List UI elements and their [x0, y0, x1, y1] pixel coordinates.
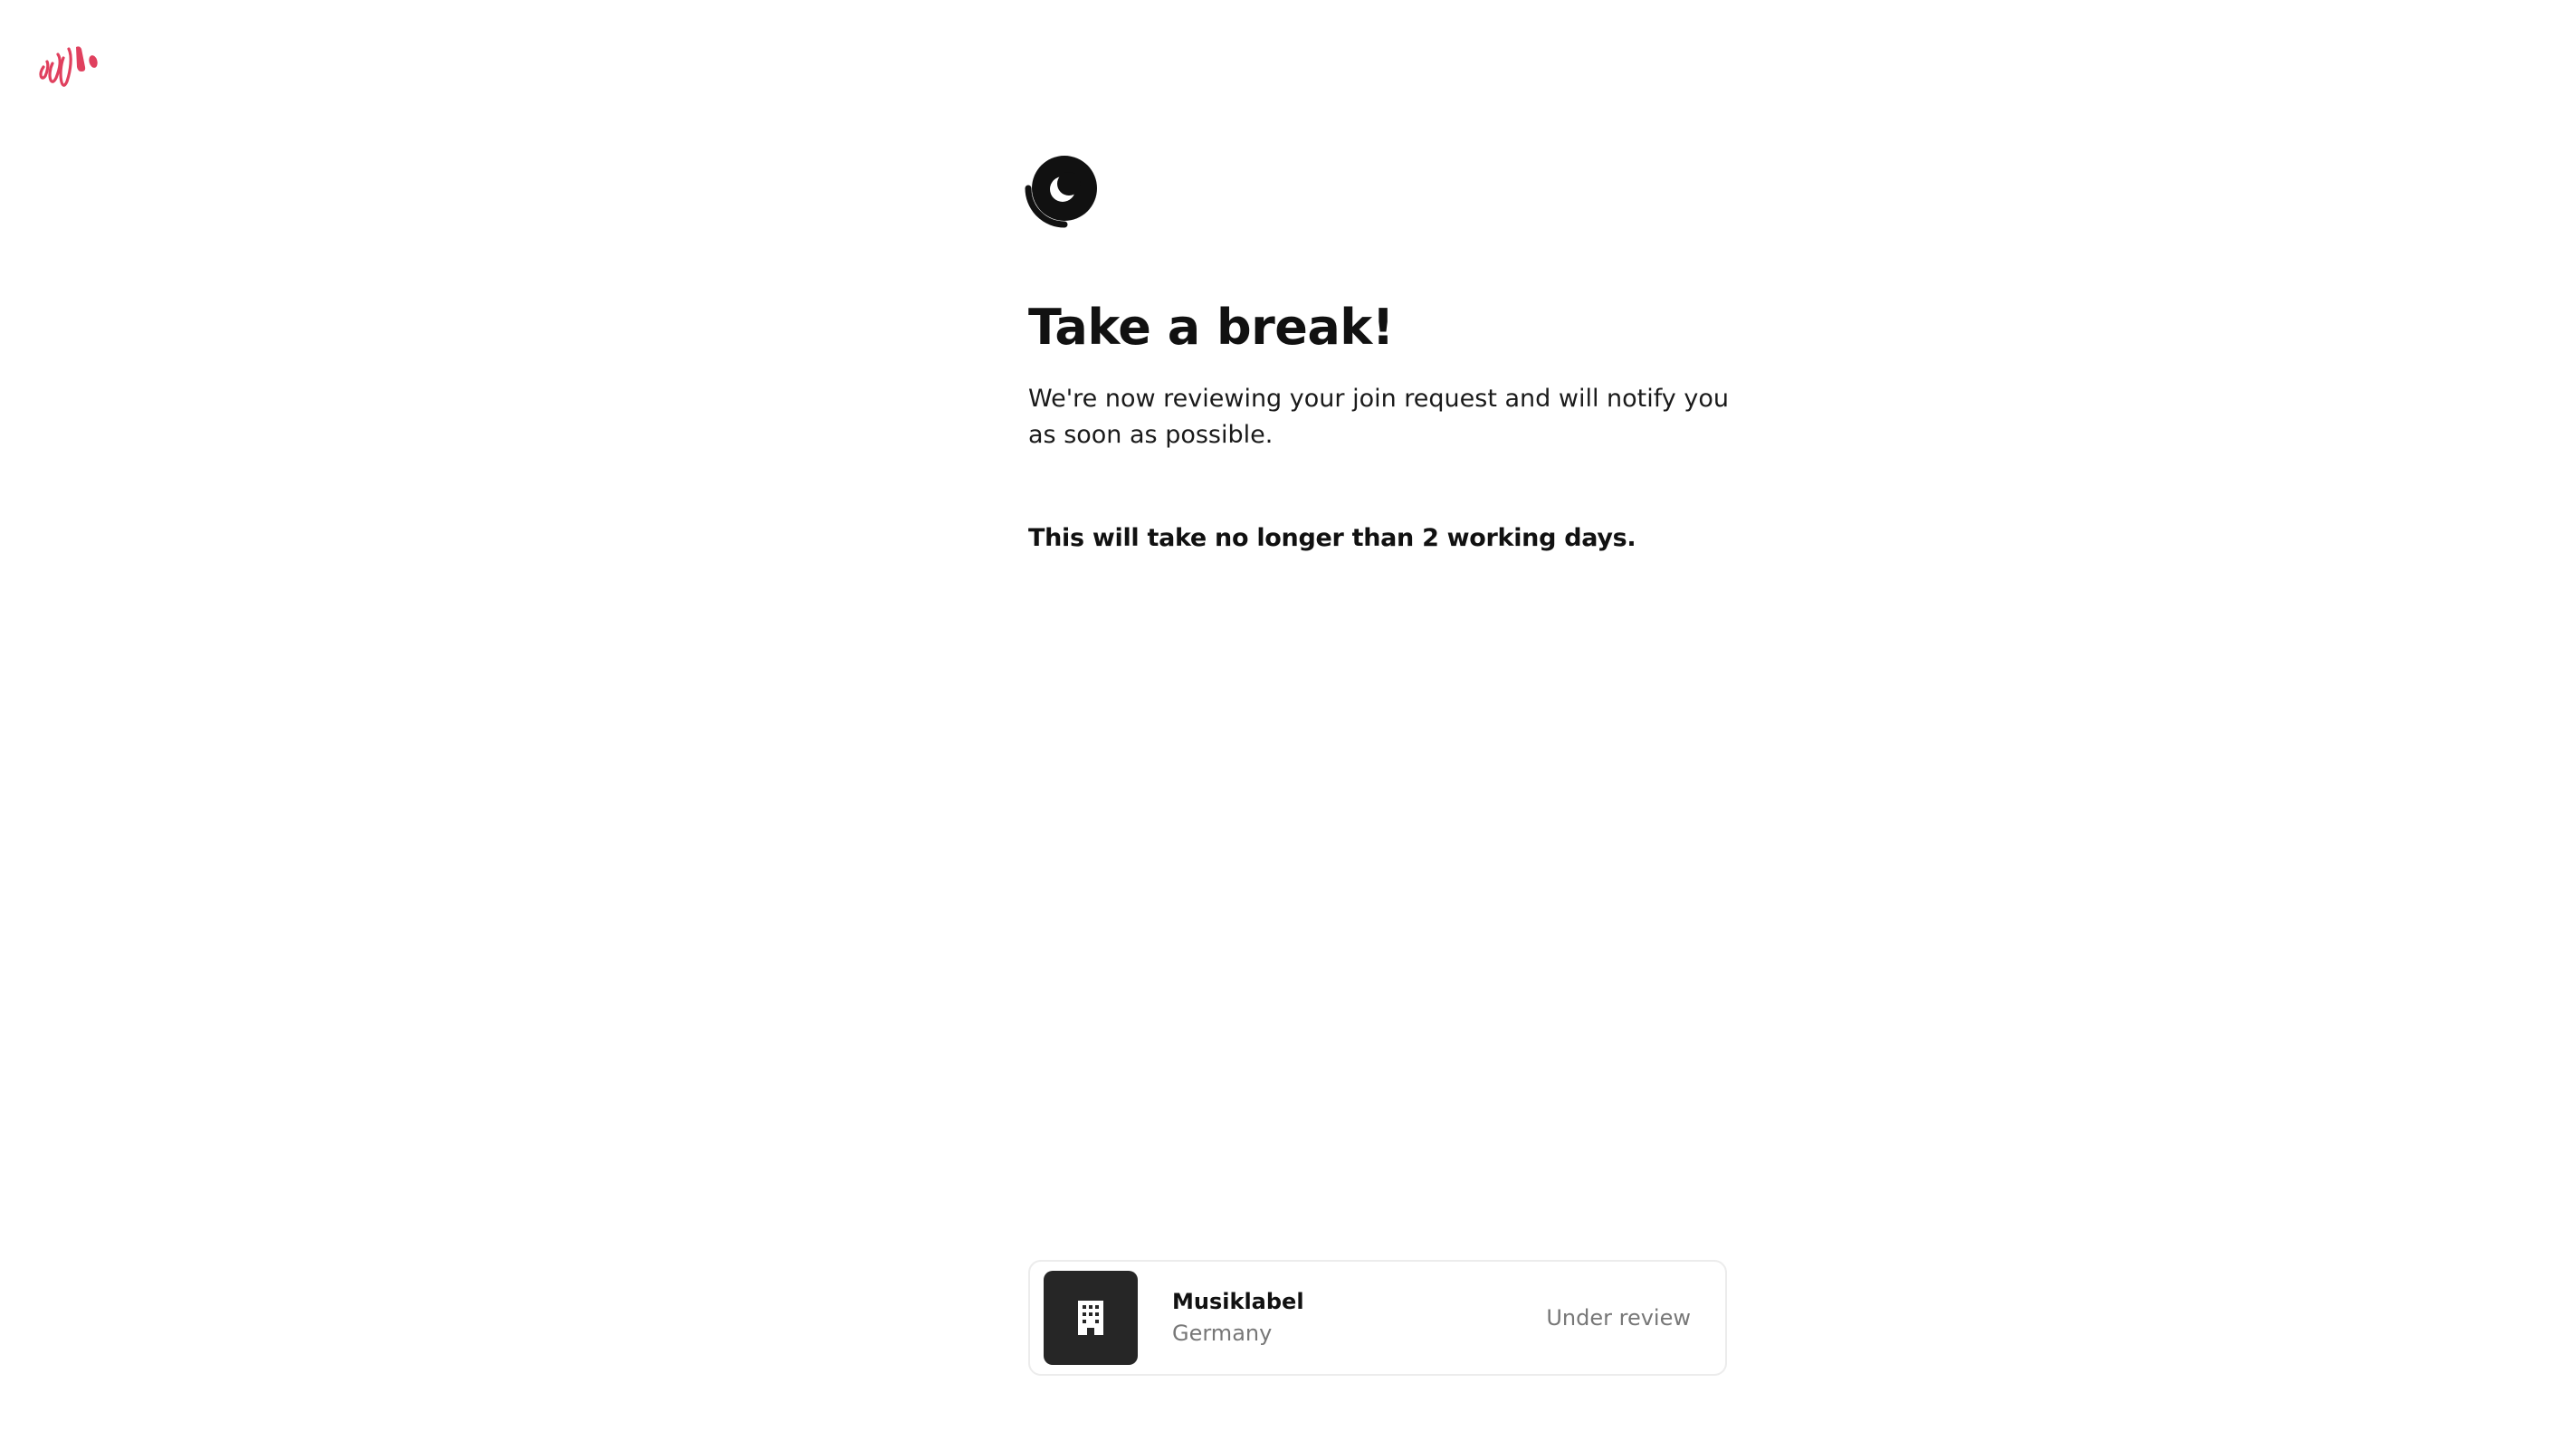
organization-avatar: [1044, 1271, 1138, 1365]
organization-card[interactable]: [1028, 1260, 1727, 1376]
review-duration-note: This will take no longer than 2 working days.: [1028, 523, 1636, 552]
review-status-content: [1028, 148, 1734, 552]
organization-info: [1172, 1286, 1304, 1350]
review-description: We're now reviewing your join request and will notify you as soon as possible.: [1028, 384, 1729, 449]
page-title: Take a break!: [1028, 299, 1394, 356]
organization-name: Musiklabel: [1172, 1289, 1304, 1314]
building-icon: [1075, 1299, 1106, 1337]
brand-logo-icon[interactable]: [36, 42, 105, 100]
organization-country: Germany: [1172, 1321, 1273, 1346]
status-badge: Under review: [1546, 1305, 1691, 1331]
moon-icon: [1017, 148, 1102, 235]
